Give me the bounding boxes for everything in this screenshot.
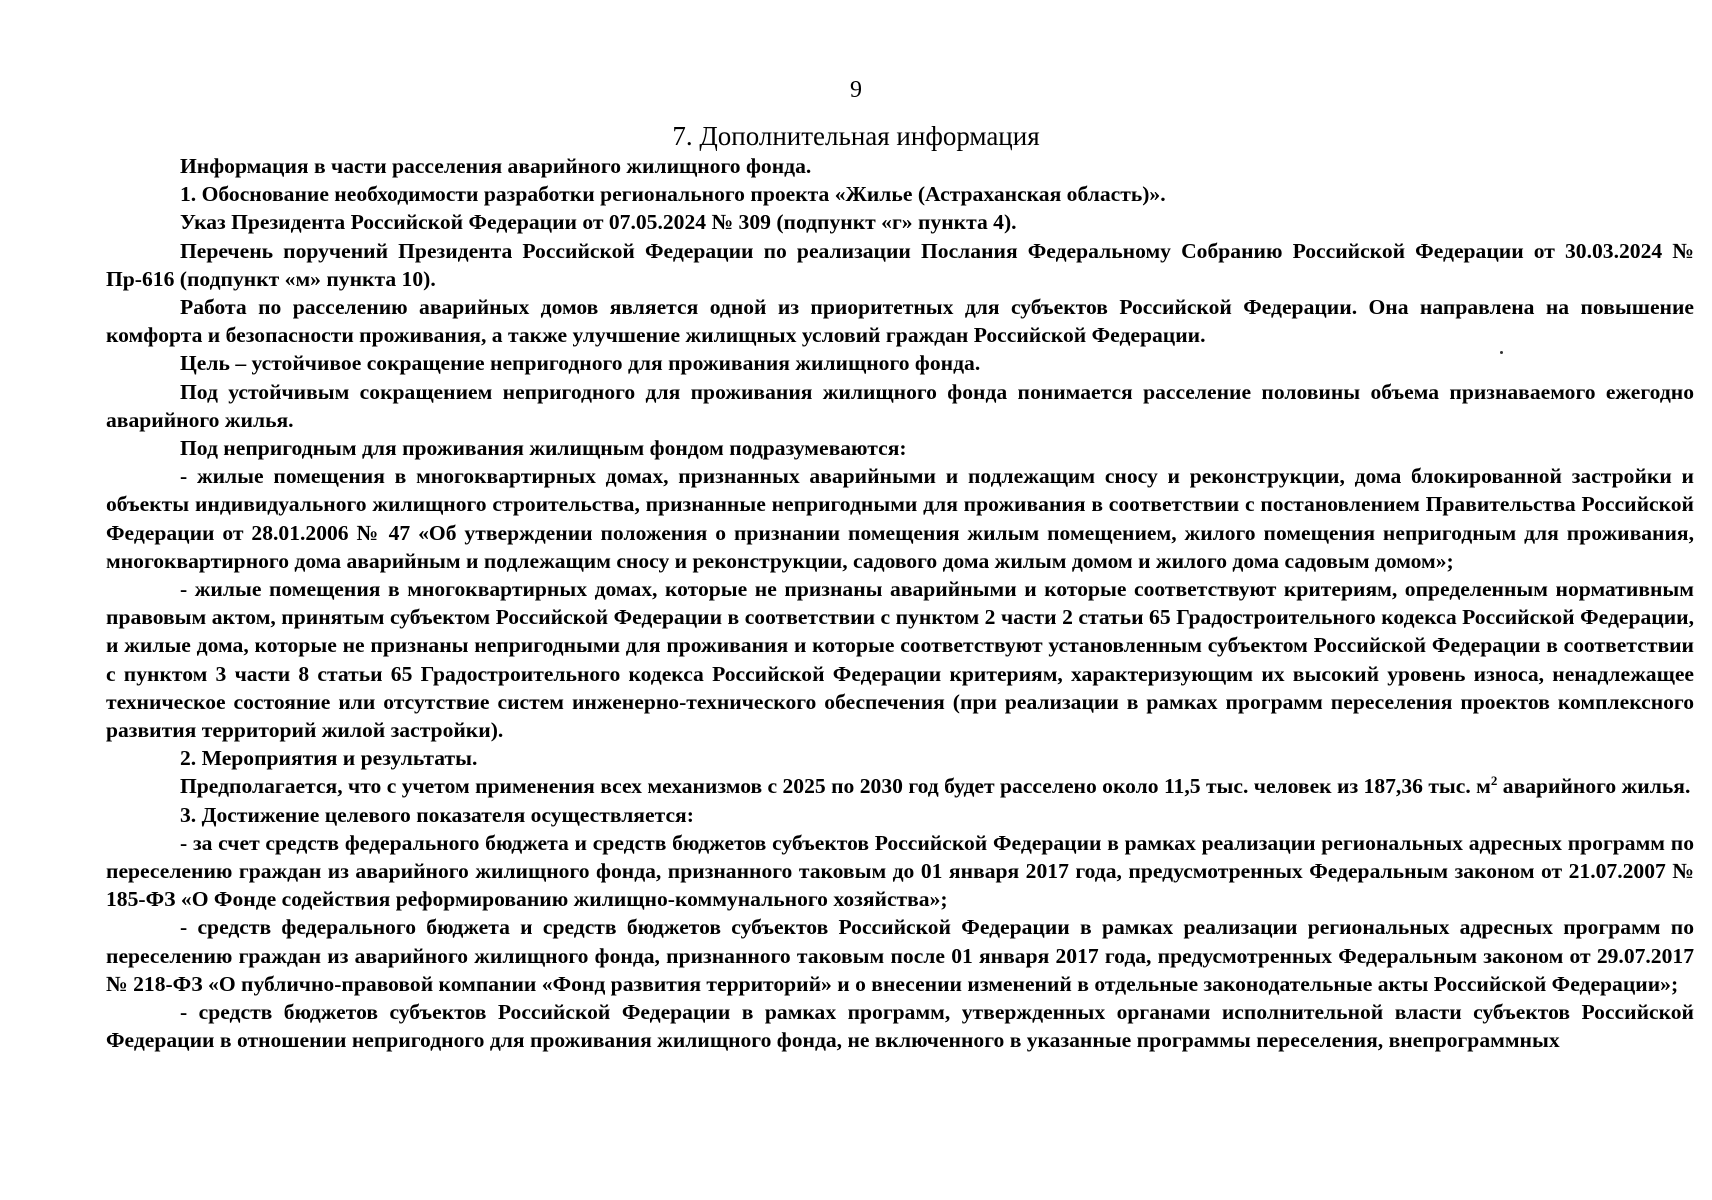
paragraph-intro: Информация в части расселения аварийного жилищного фонда. [180,154,812,178]
paragraph-bullet-worn-housing: - жилые помещения в многоквартирных домах, которые не признаны аварийными и которые соответствуют критериям, определенным нормативным правовым актом, принятым субъектом Российской Федерации в соответствии с пунктом 2 части 2 статьи 65 Градостроительного кодекса Российской Федерации, и жилые дома, которые не признаны непригодными для проживания и которые соответствуют установленным субъектом Российской Федерации в соответствии с пунктом 3 части 8 статьи 65 Градостроительного кодекса Российской Федерации критериям, характеризующим их высокий уровень износа, ненадлежащее техническое состояние или отсутствие систем инженерно-технического обеспечения (при реализации в рамках программ переселения проектов комплексного развития территорий жилой застройки). [106,577,1694,743]
square-meter-superscript: 2 [1490,773,1498,789]
paragraph-bullet-regional-programs: - средств бюджетов субъектов Российской Федерации в рамках программ, утвержденных органами исполнительной власти субъектов Российской Федерации в отношении непригодного для проживания жилищного фонда, не включенного в указанные программы переселения, внепрограммных [106,1000,1694,1053]
scan-speck [1500,351,1503,354]
paragraph-target-achievement-heading: 3. Достижение целевого показателя осуществляется: [180,802,694,827]
paragraph-bullet-emergency-housing: - жилые помещения в многоквартирных домах, признанных аварийными и подлежащим сносу и реконструкции, дома блокированной застройки и объекты индивидуального жилищного строительства, признанные непригодными для проживания в соответствии с постановлением Правительства Российской Федерации от 28.01.2006 № 47 «Об утверждении положения о признании помещения жилым помещением, жилого помещения непригодным для проживания, многоквартирного дома аварийным и подлежащим сносу и реконструкции, садового дома жилым домом и жилого дома садовым домом»; [106,464,1694,573]
paragraph-measures-heading: 2. Мероприятия и результаты. [180,746,478,771]
paragraph-presidential-decree: Указ Президента Российской Федерации от 07.05.2024 № 309 (подпункт «г» пункта 4). [180,210,1017,235]
paragraph-justification-heading: 1. Обоснование необходимости разработки регионального проекта «Жилье (Астраханская область)». [180,182,1166,207]
paragraph-bullet-federal-law-185: - за счет средств федерального бюджета и средств бюджетов субъектов Российской Федерации в рамках реализации региональных адресных программ по переселению граждан из аварийного жилищного фонда, признанного таковым до 01 января 2017 года, предусмотренных Федеральным законом от 21.07.2007 № 185-ФЗ «О Фонде содействия реформированию жилищно-коммунального хозяйства»; [106,830,1694,912]
paragraph-unfit-housing-definition: Под непригодным для проживания жилищным фондом подразумеваются: [180,436,907,461]
paragraph-bullet-federal-law-218: - средств федерального бюджета и средств бюджетов субъектов Российской Федерации в рамках реализации региональных адресных программ по переселению граждан из аварийного жилищного фонда, признанного таковым после 01 января 2017 года, предусмотренных Федеральным законом от 29.07.2017 № 218-ФЗ «О публично-правовой компании «Фонд развития территорий» и о внесении изменений в отдельные законодательные акты Российской Федерации»; [106,915,1694,996]
expected-results-text: Предполагается, что с учетом применения всех механизмов с 2025 по 2030 год будет расселено около 11,5 тыс. человек из 187,36 тыс. м [180,774,1491,799]
paragraph-expected-results [106,772,1694,800]
paragraph-goal: Цель – устойчивое сокращение непригодного для проживания жилищного фонда. [180,351,981,376]
paragraph-resettlement-priority: Работа по расселению аварийных домов является одной из приоритетных для субъектов Российской Федерации. Она направлена на повышение комфорта и безопасности проживания, а также улучшение жилищных условий граждан Российской Федерации. [106,295,1694,348]
section-title: 7. Дополнительная информация [672,121,1040,151]
paragraph-instructions-list: Перечень поручений Президента Российской Федерации по реализации Послания Федеральному Собранию Российской Федерации от 30.03.2024 № Пр-616 (подпункт «м» пункта 10). [106,238,1694,291]
page-number: 9 [850,77,862,103]
paragraph-goal-definition: Под устойчивым сокращением непригодного для проживания жилищного фонда понимается расселение половины объема признаваемого ежегодно аварийного жилья. [106,379,1694,432]
body-text [106,152,1694,1055]
expected-results-tail: аварийного жилья. [1497,774,1691,799]
